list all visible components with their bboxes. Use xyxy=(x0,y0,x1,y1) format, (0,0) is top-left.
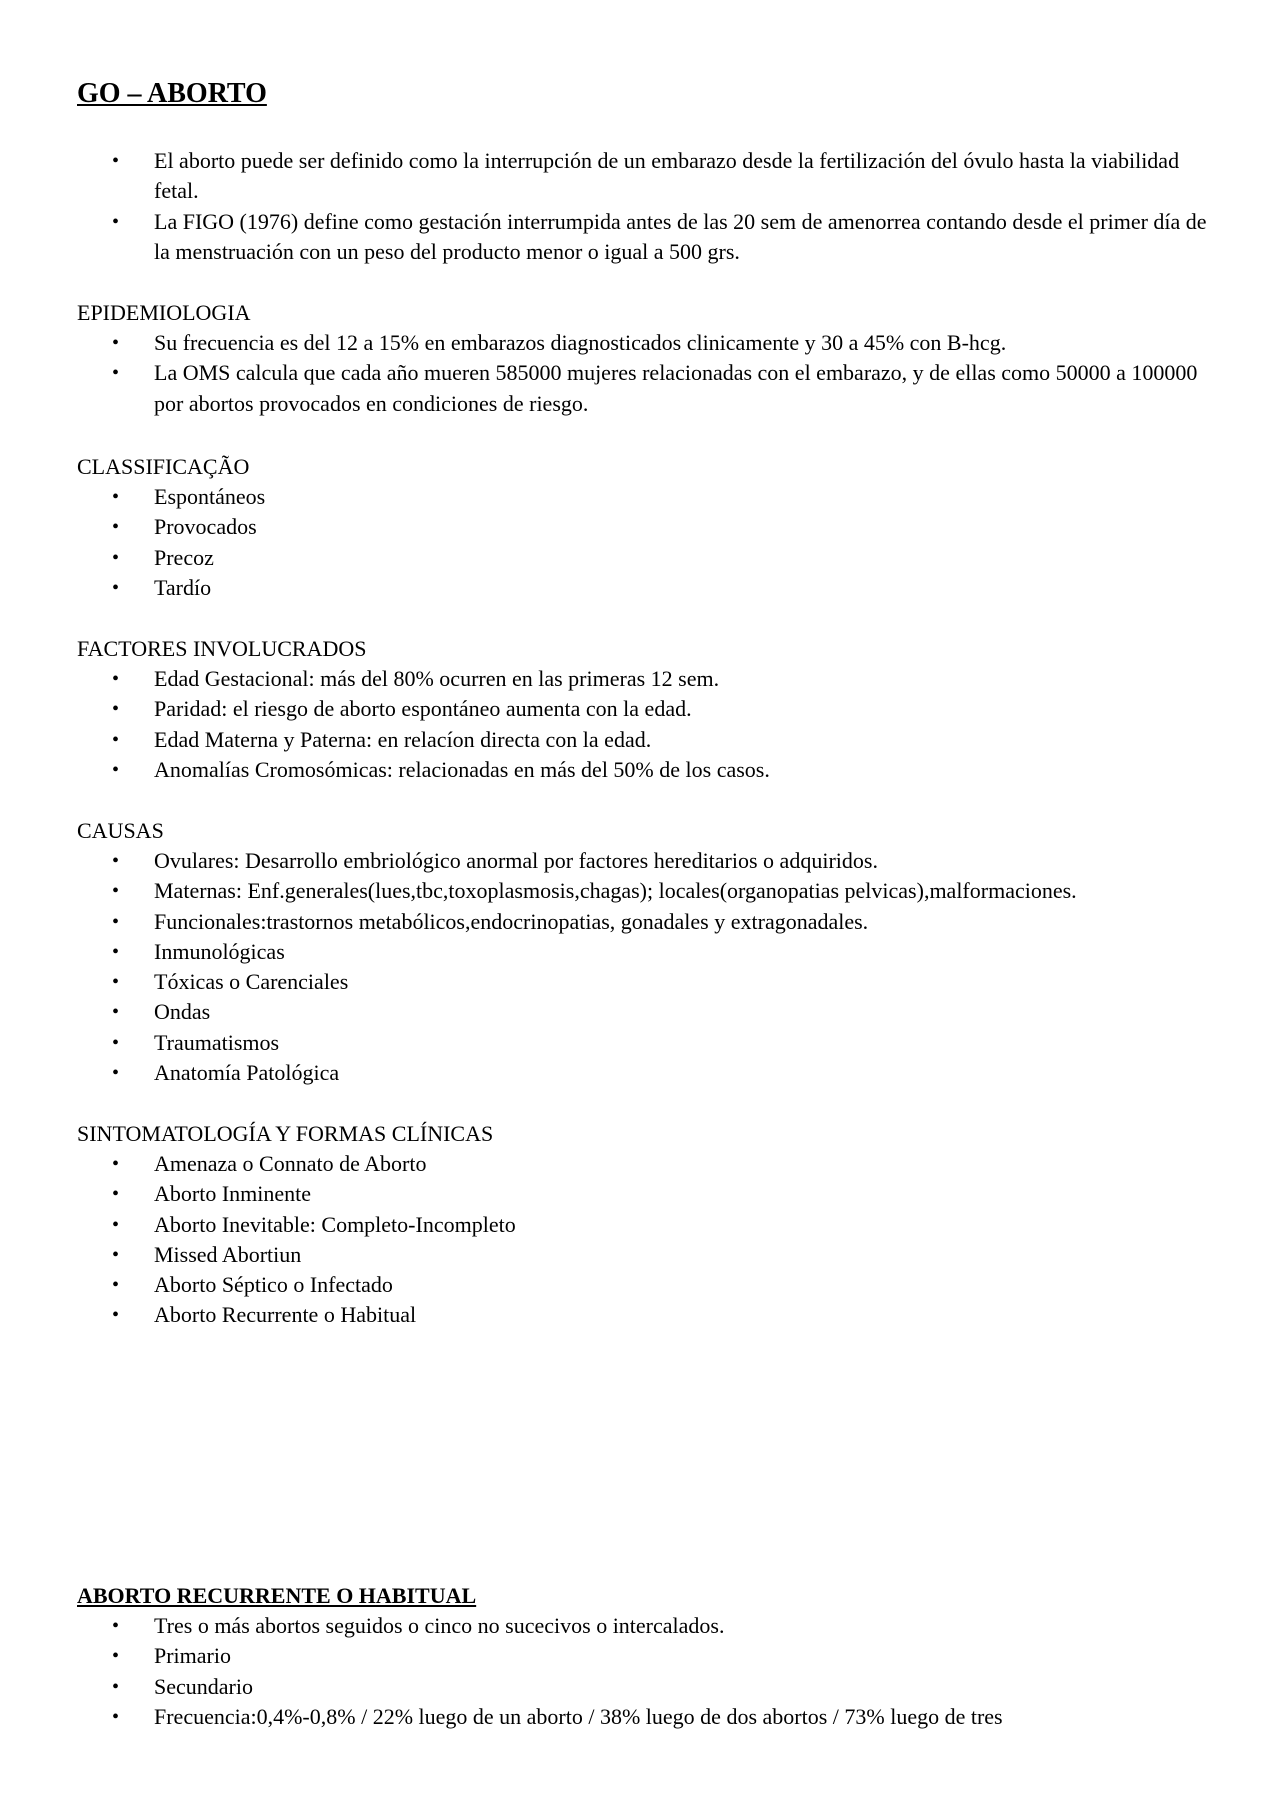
bullet-icon: • xyxy=(112,880,120,903)
list-item: • Traumatismos xyxy=(77,1028,1207,1058)
bullet-icon: • xyxy=(112,576,120,599)
list-item: • El aborto puede ser definido como la interrupción de un embarazo desde la fertilización del óvulo hasta la viabilidad fetal. xyxy=(112,148,1180,204)
list-item: • Tardío xyxy=(77,573,1207,603)
section-heading: FACTORES INVOLUCRADOS xyxy=(77,636,367,661)
list-item: • Inmunológicas xyxy=(77,937,1207,967)
bullet-icon: • xyxy=(112,1031,120,1054)
section-heading: EPIDEMIOLOGIA xyxy=(77,300,251,325)
recurrente-list xyxy=(77,1611,1207,1732)
epidemiologia-list xyxy=(77,328,1207,419)
list-item: • Precoz xyxy=(77,543,1207,573)
list-item: • Ovulares: Desarrollo embriológico anormal por factores hereditarios o adquiridos. xyxy=(77,846,1207,876)
bullet-icon: • xyxy=(112,150,120,172)
bullet-icon: • xyxy=(112,1062,120,1085)
list-item: • Tóxicas o Carenciales xyxy=(77,967,1207,997)
bullet-icon: • xyxy=(112,668,120,690)
bullet-icon: • xyxy=(112,850,120,872)
list-item: • Espontáneos xyxy=(77,482,1207,512)
section-heading: SINTOMATOLOGÍA Y FORMAS CLÍNICAS xyxy=(77,1121,494,1146)
clasificacao-list xyxy=(77,482,1207,603)
list-item: • Anomalías Cromosómicas: relacionadas en más del 50% de los casos. xyxy=(77,755,1207,785)
list-item: • Aborto Recurrente o Habitual xyxy=(77,1300,1207,1330)
list-item: • Provocados xyxy=(77,512,1207,542)
bullet-icon: • xyxy=(112,516,120,539)
intro-section xyxy=(77,146,1207,267)
list-item: • La FIGO (1976) define como gestación interrumpida antes de las 20 sem de amenorrea contando desde el primer día de la menstruación con un peso del producto menor o igual a 500 grs. xyxy=(112,208,1207,264)
list-item: • Funcionales:trastornos metabólicos,endocrinopatias, gonadales y extragonadales. xyxy=(77,907,1207,937)
list-item: • La OMS calcula que cada año mueren 585000 mujeres relacionadas con el embarazo, y de ellas como 50000 a 100000 por abortos provocados en condiciones de riesgo. xyxy=(112,360,1198,416)
bullet-icon: • xyxy=(112,1675,120,1698)
list-item: • Aborto Séptico o Infectado xyxy=(77,1270,1207,1300)
bullet-icon: • xyxy=(112,1705,120,1728)
causas-list xyxy=(77,846,1207,1088)
list-item: • Primario xyxy=(77,1641,1207,1671)
bullet-icon: • xyxy=(112,728,120,751)
section-heading: CLASSIFICAÇÃO xyxy=(77,454,250,479)
bullet-icon: • xyxy=(112,1274,120,1297)
list-item: • Maternas: Enf.generales(lues,tbc,toxoplasmosis,chagas); locales(organopatias pelvicas),malformaciones. xyxy=(77,876,1207,906)
causas-section xyxy=(77,815,1207,1088)
list-item: • Edad Gestacional: más del 80% ocurren en las primeras 12 sem. xyxy=(77,664,1207,694)
recurrente-section xyxy=(77,1580,1207,1732)
bullet-icon: • xyxy=(112,910,120,933)
sintomatologia-list xyxy=(77,1149,1207,1331)
list-item: • Amenaza o Connato de Aborto xyxy=(77,1149,1207,1179)
list-item: • Su frecuencia es del 12 a 15% en embarazos diagnosticados clinicamente y 30 a 45% con B-hcg. xyxy=(77,328,1207,358)
bullet-icon: • xyxy=(112,1213,120,1236)
bullet-icon: • xyxy=(112,210,120,233)
bullet-icon: • xyxy=(112,1001,120,1024)
epidemiologia-section xyxy=(77,297,1207,419)
intro-list xyxy=(77,146,1207,267)
bullet-icon: • xyxy=(112,1153,120,1175)
section-heading: CAUSAS xyxy=(77,818,164,843)
list-item: • Aborto Inminente xyxy=(77,1179,1207,1209)
list-item: • Edad Materna y Paterna: en relacíon directa con la edad. xyxy=(77,725,1207,755)
bullet-icon: • xyxy=(112,698,120,721)
bullet-icon: • xyxy=(112,486,120,508)
factores-list xyxy=(77,664,1207,785)
list-item: • Aborto Inevitable: Completo-Incompleto xyxy=(77,1210,1207,1240)
list-item: • Ondas xyxy=(77,997,1207,1027)
list-item: • Secundario xyxy=(77,1672,1207,1702)
bullet-icon: • xyxy=(112,758,120,781)
list-item: • Anatomía Patológica xyxy=(77,1058,1207,1088)
list-item: • Missed Abortiun xyxy=(77,1240,1207,1270)
bullet-icon: • xyxy=(112,1645,120,1668)
bullet-icon: • xyxy=(112,362,120,385)
document-title: GO – ABORTO xyxy=(77,78,267,109)
bullet-icon: • xyxy=(112,971,120,994)
bullet-icon: • xyxy=(112,1304,120,1327)
bullet-icon: • xyxy=(112,1243,120,1266)
list-item: • Tres o más abortos seguidos o cinco no sucecivos o intercalados. xyxy=(77,1611,1207,1641)
bullet-icon: • xyxy=(112,546,120,569)
bullet-icon: • xyxy=(112,332,120,354)
list-item: • Paridad: el riesgo de aborto espontáneo aumenta con la edad. xyxy=(77,694,1207,724)
bullet-icon: • xyxy=(112,1615,120,1637)
bullet-icon: • xyxy=(112,940,120,963)
section-heading: ABORTO RECURRENTE O HABITUAL xyxy=(77,1583,477,1608)
list-item: • Frecuencia:0,4%-0,8% / 22% luego de un aborto / 38% luego de dos abortos / 73% luego de tres xyxy=(77,1702,1207,1732)
factores-section xyxy=(77,633,1207,785)
clasificacao-section xyxy=(77,451,1207,603)
sintomatologia-section xyxy=(77,1118,1207,1331)
bullet-icon: • xyxy=(112,1183,120,1206)
